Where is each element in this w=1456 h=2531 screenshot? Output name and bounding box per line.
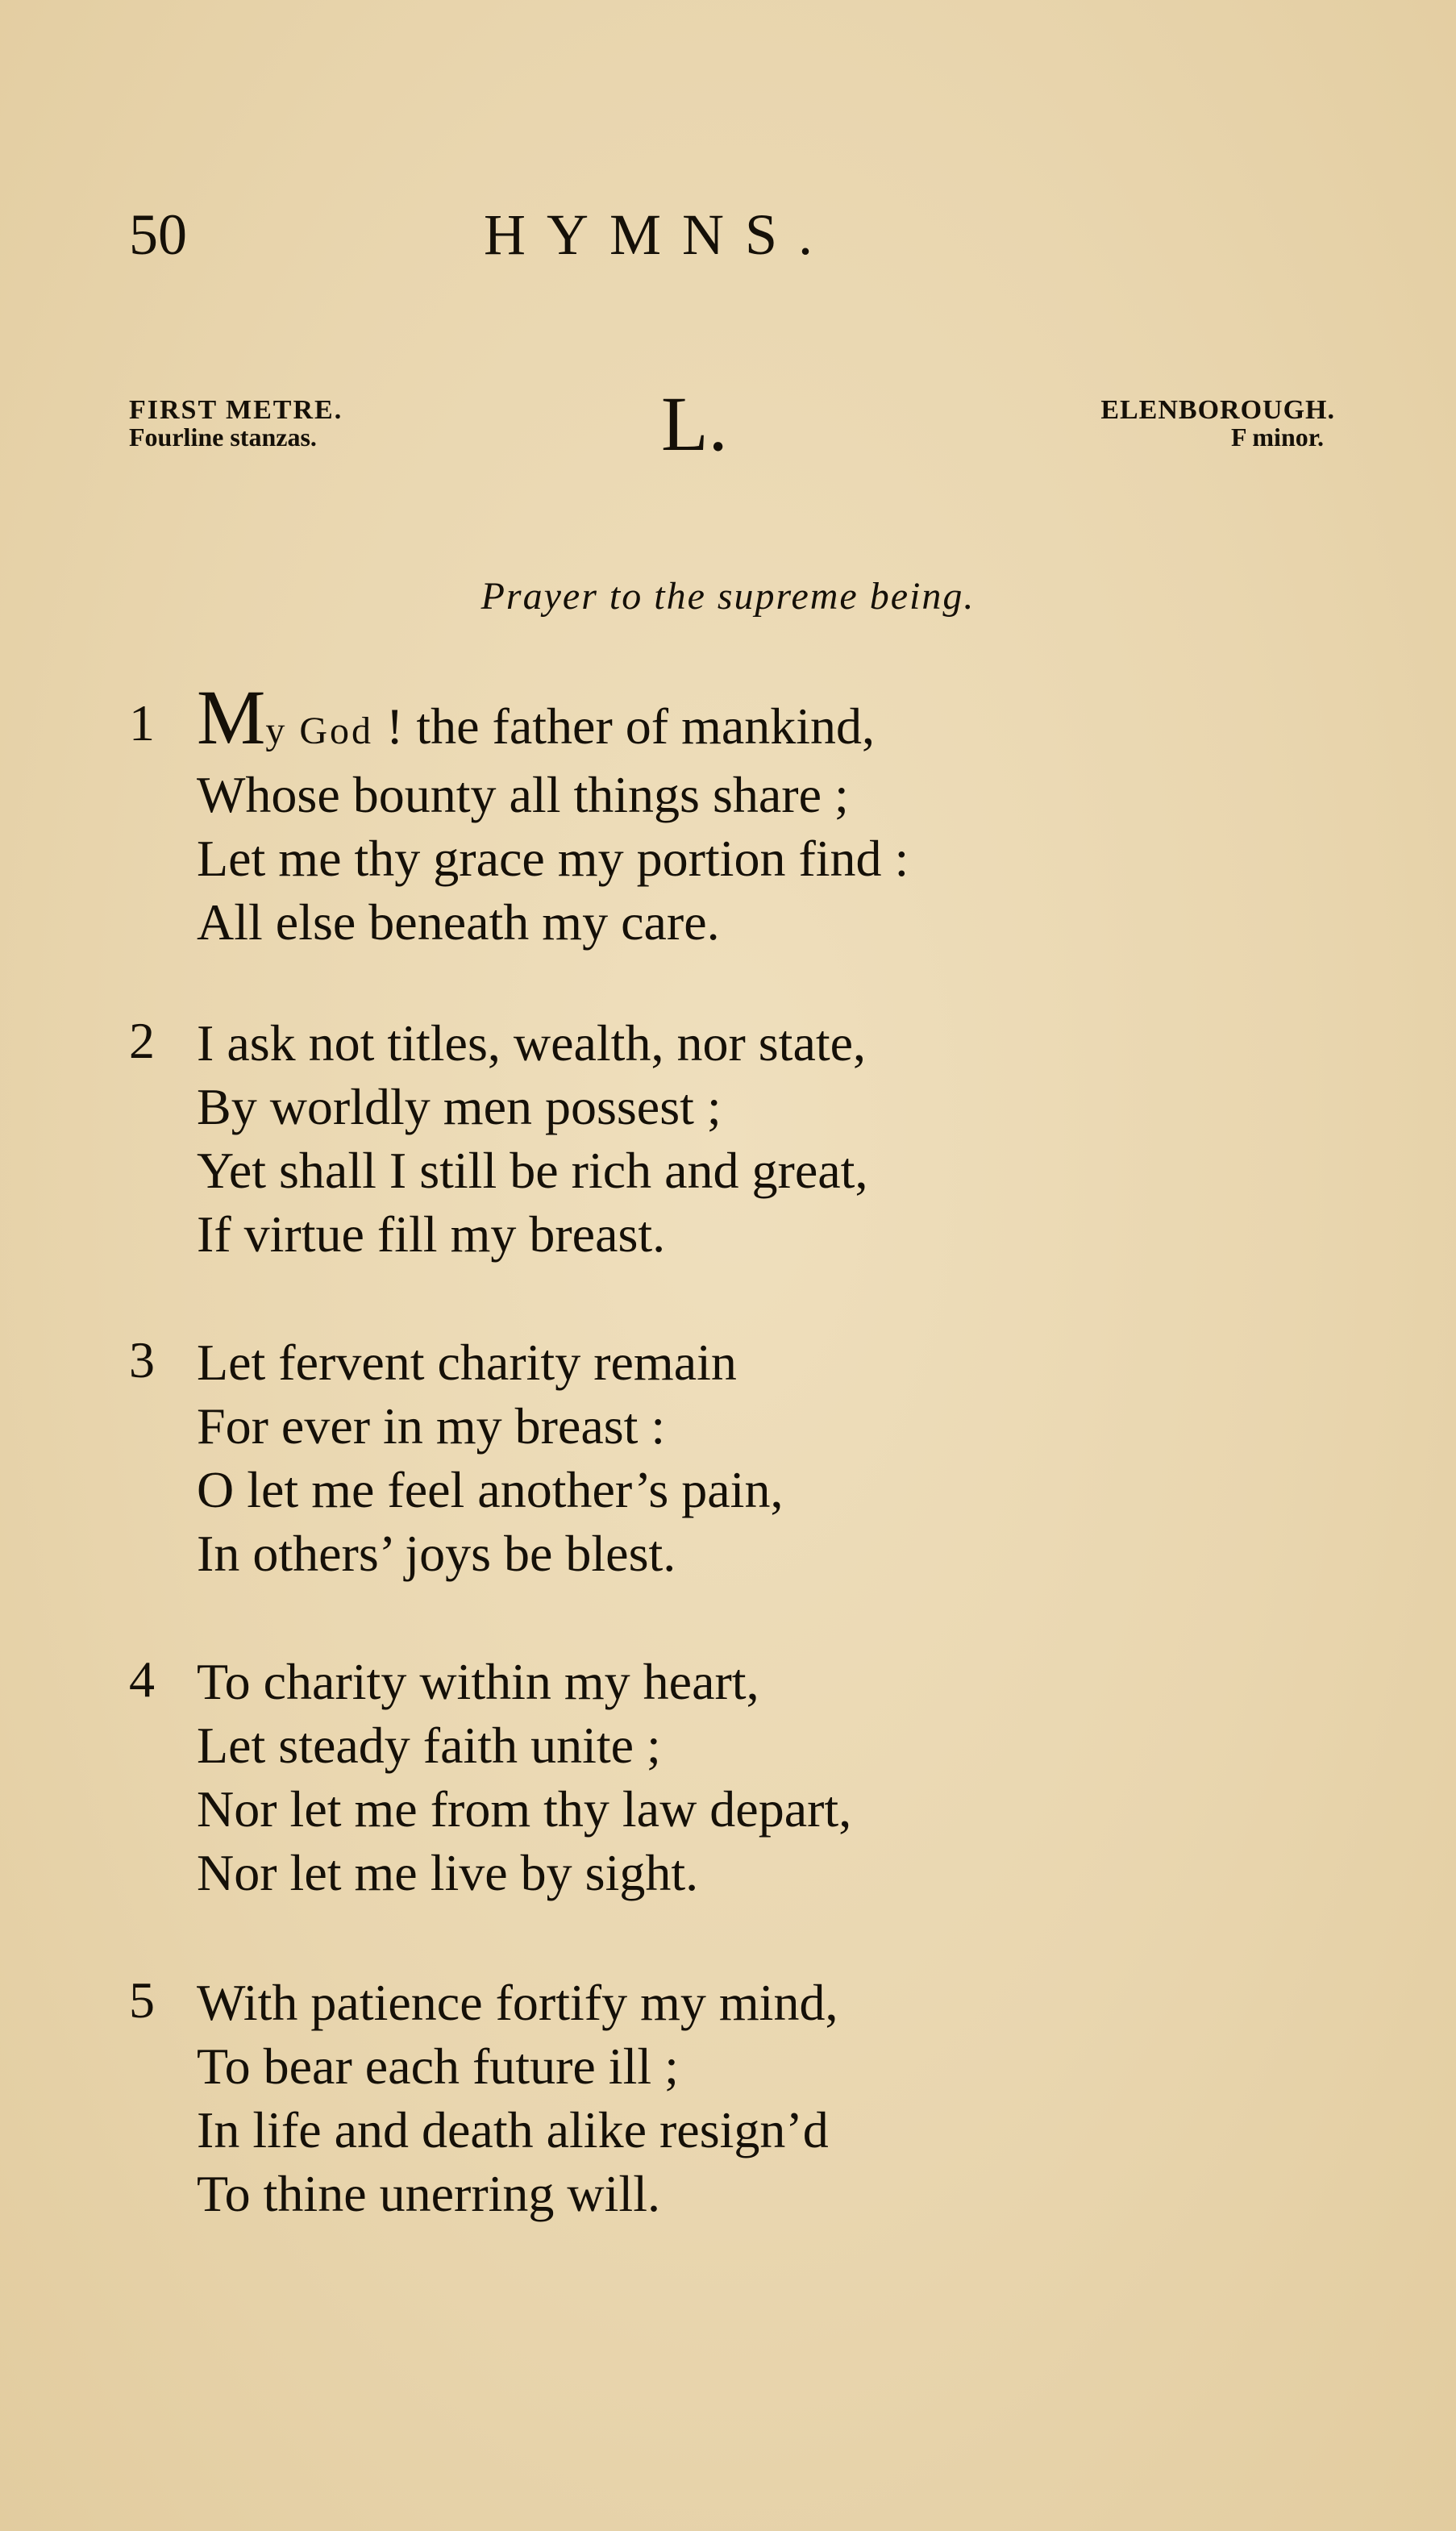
verse-line: For ever in my breast : xyxy=(197,1397,666,1455)
running-title: HYMNS. xyxy=(484,202,834,267)
page-number: 50 xyxy=(129,202,187,267)
stanza-lines xyxy=(197,1011,867,1266)
verse-line: Let steady faith unite ; xyxy=(197,1717,661,1774)
verse-line: Nor let me from thy law depart, xyxy=(197,1780,852,1838)
drop-cap: M xyxy=(197,674,266,760)
verse-line xyxy=(197,674,909,763)
verse-line: Let fervent charity remain xyxy=(197,1334,737,1391)
tune-info xyxy=(1100,395,1335,452)
verse-line: To bear each future ill ; xyxy=(197,2038,679,2095)
small-caps-words: y God xyxy=(265,710,374,752)
stanza-number: 1 xyxy=(129,694,155,751)
verse-line: If virtue fill my breast. xyxy=(197,1205,666,1263)
stanza-lines xyxy=(197,1971,838,2225)
tune-name: ELENBOROUGH. xyxy=(1100,395,1335,425)
stanza-lines xyxy=(197,674,909,954)
hymn-subtitle: Prayer to the supreme being. xyxy=(480,575,976,618)
verse-line: By worldly men possest ; xyxy=(197,1078,722,1135)
page-header xyxy=(129,202,1338,274)
tune-key: F minor. xyxy=(1231,423,1324,452)
meter-name: FIRST METRE. xyxy=(129,395,343,425)
verse-line: O let me feel another’s pain, xyxy=(197,1461,784,1518)
verse-line: Whose bounty all things share ; xyxy=(197,766,849,823)
stanza-number: 3 xyxy=(129,1331,155,1388)
verse-line: Yet shall I still be rich and great, xyxy=(197,1142,868,1199)
verse-line-rest: ! the father of mankind, xyxy=(373,697,876,755)
stanza-number: 2 xyxy=(129,1012,155,1069)
verse-line: Let me thy grace my portion find : xyxy=(197,830,909,887)
verse-line: Nor let me live by sight. xyxy=(197,1844,699,1901)
verse-line: In life and death alike resign’d xyxy=(197,2101,829,2158)
verse-line: With patience fortify my mind, xyxy=(197,1974,838,2031)
stanza-number: 4 xyxy=(129,1651,155,1708)
stanza-form: Fourline stanzas. xyxy=(129,423,317,452)
hymn-numeral: L. xyxy=(661,381,728,467)
stanza-lines xyxy=(197,1650,851,1904)
verse-line: In others’ joys be blest. xyxy=(197,1525,676,1582)
stanza-number: 5 xyxy=(129,1971,155,2029)
verse-line: All else beneath my care. xyxy=(197,893,720,951)
verse-line: I ask not titles, wealth, nor state, xyxy=(197,1014,867,1072)
verse-line: To thine unerring will. xyxy=(197,2165,660,2222)
verse-line: To charity within my heart, xyxy=(197,1653,759,1710)
meter-info xyxy=(129,395,343,452)
stanza-lines xyxy=(197,1330,783,1585)
